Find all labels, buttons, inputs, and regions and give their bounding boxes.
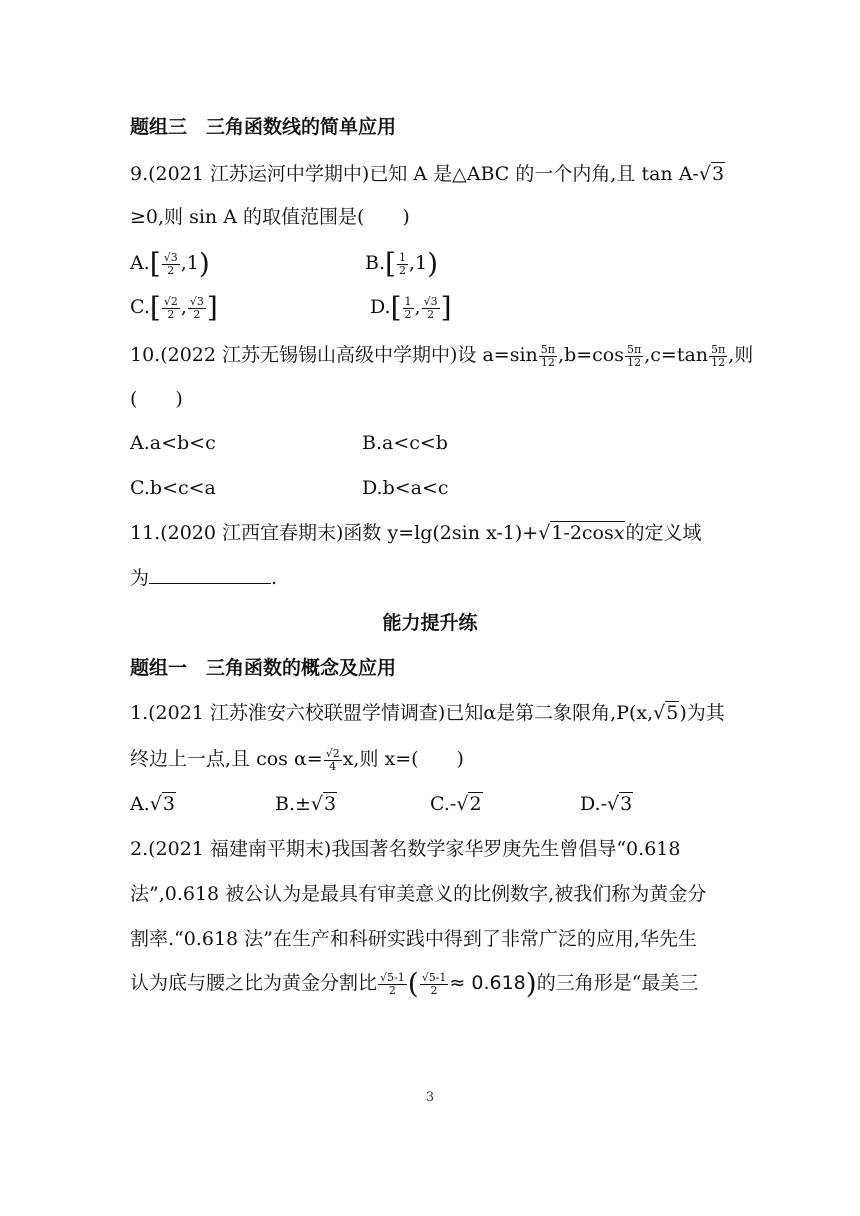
fraction: $\frac{√3}{2}$ — [189, 294, 204, 321]
p2-line1: 2.(2021 福建南平期末)我国著名数学家华罗庚先生曾倡导“0.618 — [130, 838, 681, 860]
q10-option-a[interactable]: A.a<b<c — [130, 432, 216, 454]
q9-line1: 9.(2021 江苏运河中学期中)已知 A 是△ABC 的一个内角,且 tan A-√3 — [130, 163, 725, 185]
q10-option-c[interactable]: C.b<c<a — [130, 477, 216, 499]
p1-option-b[interactable]: B.±√3 — [275, 793, 337, 815]
q11-line1: 11.(2020 江西宜春期末)函数 y=lg(2sin x-1)+√1-2cosx的定义域 — [130, 522, 702, 544]
fraction: $\frac{√3}{2}$ — [423, 294, 438, 321]
p1-option-a[interactable]: A.√3 — [130, 793, 175, 815]
q9-option-d[interactable]: D.[ $\frac{1}{2}$ , $\frac{√3}{2}$ ] — [370, 291, 452, 324]
q10-line2: ( ) — [130, 388, 183, 410]
p1-line2: 终边上一点,且 cos α= $\frac{√2}{4}$ x,则 x=( ) — [130, 746, 464, 773]
ability-heading: 能力提升练 — [382, 612, 478, 634]
p2-line3: 割率.“0.618 法”在生产和科研实践中得到了非常广泛的应用,华先生 — [130, 928, 697, 950]
section1-heading: 题组一 三角函数的概念及应用 — [130, 657, 397, 679]
fraction: $\frac{5\pi}{12}$ — [540, 342, 556, 369]
fraction: $\frac{√3}{2}$ — [163, 250, 178, 277]
q9-line2: ≥0,则 sin A 的取值范围是( ) — [130, 206, 410, 228]
p1-option-d[interactable]: D.-√3 — [580, 793, 633, 815]
q11-line2: 为 . — [130, 567, 278, 589]
q10-option-d[interactable]: D.b<a<c — [362, 477, 449, 499]
sqrt-5: √5 — [653, 702, 679, 724]
q9-option-a[interactable]: A.[ $\frac{√3}{2}$ ,1) — [130, 247, 210, 280]
p2-line2: 法”,0.618 被公认为是最具有审美意义的比例数字,被我们称为黄金分 — [130, 883, 707, 905]
fraction: $\frac{√2}{2}$ — [163, 294, 178, 321]
q9-option-c[interactable]: C.[ $\frac{√2}{2}$ , $\frac{√3}{2}$ ] — [130, 291, 218, 324]
fraction: $\frac{1}{2}$ — [398, 250, 406, 277]
page-number: 3 — [425, 1090, 435, 1105]
answer-blank[interactable] — [149, 565, 271, 584]
p2-line4: 认为底与腰之比为黄金分割比 $\frac{√5-1}{2}$ ( $\frac{√5-1}{2}$ ≈ 0.618)的三角形是“最美三 — [130, 967, 699, 1000]
q9-option-b[interactable]: B.[ $\frac{1}{2}$ ,1) — [365, 247, 439, 280]
fraction: $\frac{√5-1}{2}$ — [421, 970, 447, 997]
fraction: $\frac{5\pi}{12}$ — [626, 342, 642, 369]
p1-line1: 1.(2021 江苏淮安六校联盟学情调查)已知α是第二象限角,P(x,√5)为其 — [130, 702, 725, 724]
fraction: $\frac{√2}{4}$ — [325, 746, 340, 773]
fraction: $\frac{√5-1}{2}$ — [380, 970, 405, 997]
sqrt-expression: √1-2cosx — [538, 522, 625, 544]
p1-option-c[interactable]: C.-√2 — [430, 793, 482, 815]
sqrt-3: √3 — [698, 163, 725, 185]
fraction: $\frac{1}{2}$ — [404, 294, 412, 321]
q10-option-b[interactable]: B.a<c<b — [362, 432, 448, 454]
q10-line1: 10.(2022 江苏无锡锡山高级中学期中)设 a=sin $\frac{5\pi}{12}$ ,b=cos $\frac{5\pi}{12}$ ,c=tan $\frac{5\pi}{12}$ ,则 — [130, 342, 754, 369]
fraction: $\frac{5\pi}{12}$ — [711, 342, 726, 369]
section3-heading: 题组三 三角函数线的简单应用 — [130, 116, 397, 138]
